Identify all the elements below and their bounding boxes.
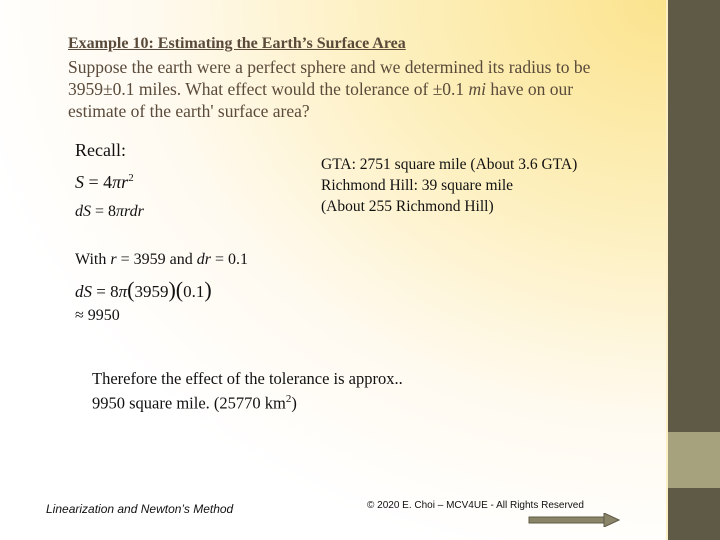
- substitution: dS = 8π(3959)(0.1): [75, 277, 212, 302]
- right-arrow-icon[interactable]: [528, 513, 620, 527]
- approximation: ≈ 9950: [75, 307, 120, 324]
- conclusion: [92, 368, 403, 414]
- differential-formula: dS = 8πrdr: [75, 203, 144, 220]
- footer-topic: Linearization and Newton’s Method: [46, 502, 234, 516]
- sidebar-top-block: [668, 0, 720, 432]
- recall-heading: Recall:: [75, 140, 126, 160]
- problem-line-2: 3959±0.1 miles. What effect would the tolerance of ±0.1 mi have on our: [68, 79, 574, 99]
- comparison-line-1: GTA: 2751 square mile (About 3.6 GTA): [321, 156, 578, 173]
- conclusion-line-2: 9950 square mile. (25770 $km^2$): [92, 393, 297, 413]
- comparison-line-3: (About 255 Richmond Hill): [321, 198, 494, 215]
- sidebar-bottom-block: [668, 488, 720, 540]
- area-comparison: [321, 154, 577, 217]
- problem-line-1: Suppose the earth were a perfect sphere and we determined its radius to be: [68, 57, 591, 77]
- given-values: With r = 3959 and dr = 0.1: [75, 251, 248, 268]
- footer-copyright: © 2020 E. Choi – MCV4UE - All Rights Reserved: [367, 500, 584, 511]
- area-formula: $S = 4\pi r^2$: [75, 172, 134, 192]
- problem-line-3: estimate of the earth' surface area?: [68, 101, 310, 121]
- conclusion-line-1: Therefore the effect of the tolerance is approx..: [92, 369, 403, 388]
- comparison-line-2: Richmond Hill: 39 square mile: [321, 177, 514, 194]
- problem-statement: [68, 56, 628, 122]
- sidebar-accent-block: [668, 432, 720, 488]
- slide-title: Example 10: Estimating the Earth’s Surface Area: [68, 35, 406, 52]
